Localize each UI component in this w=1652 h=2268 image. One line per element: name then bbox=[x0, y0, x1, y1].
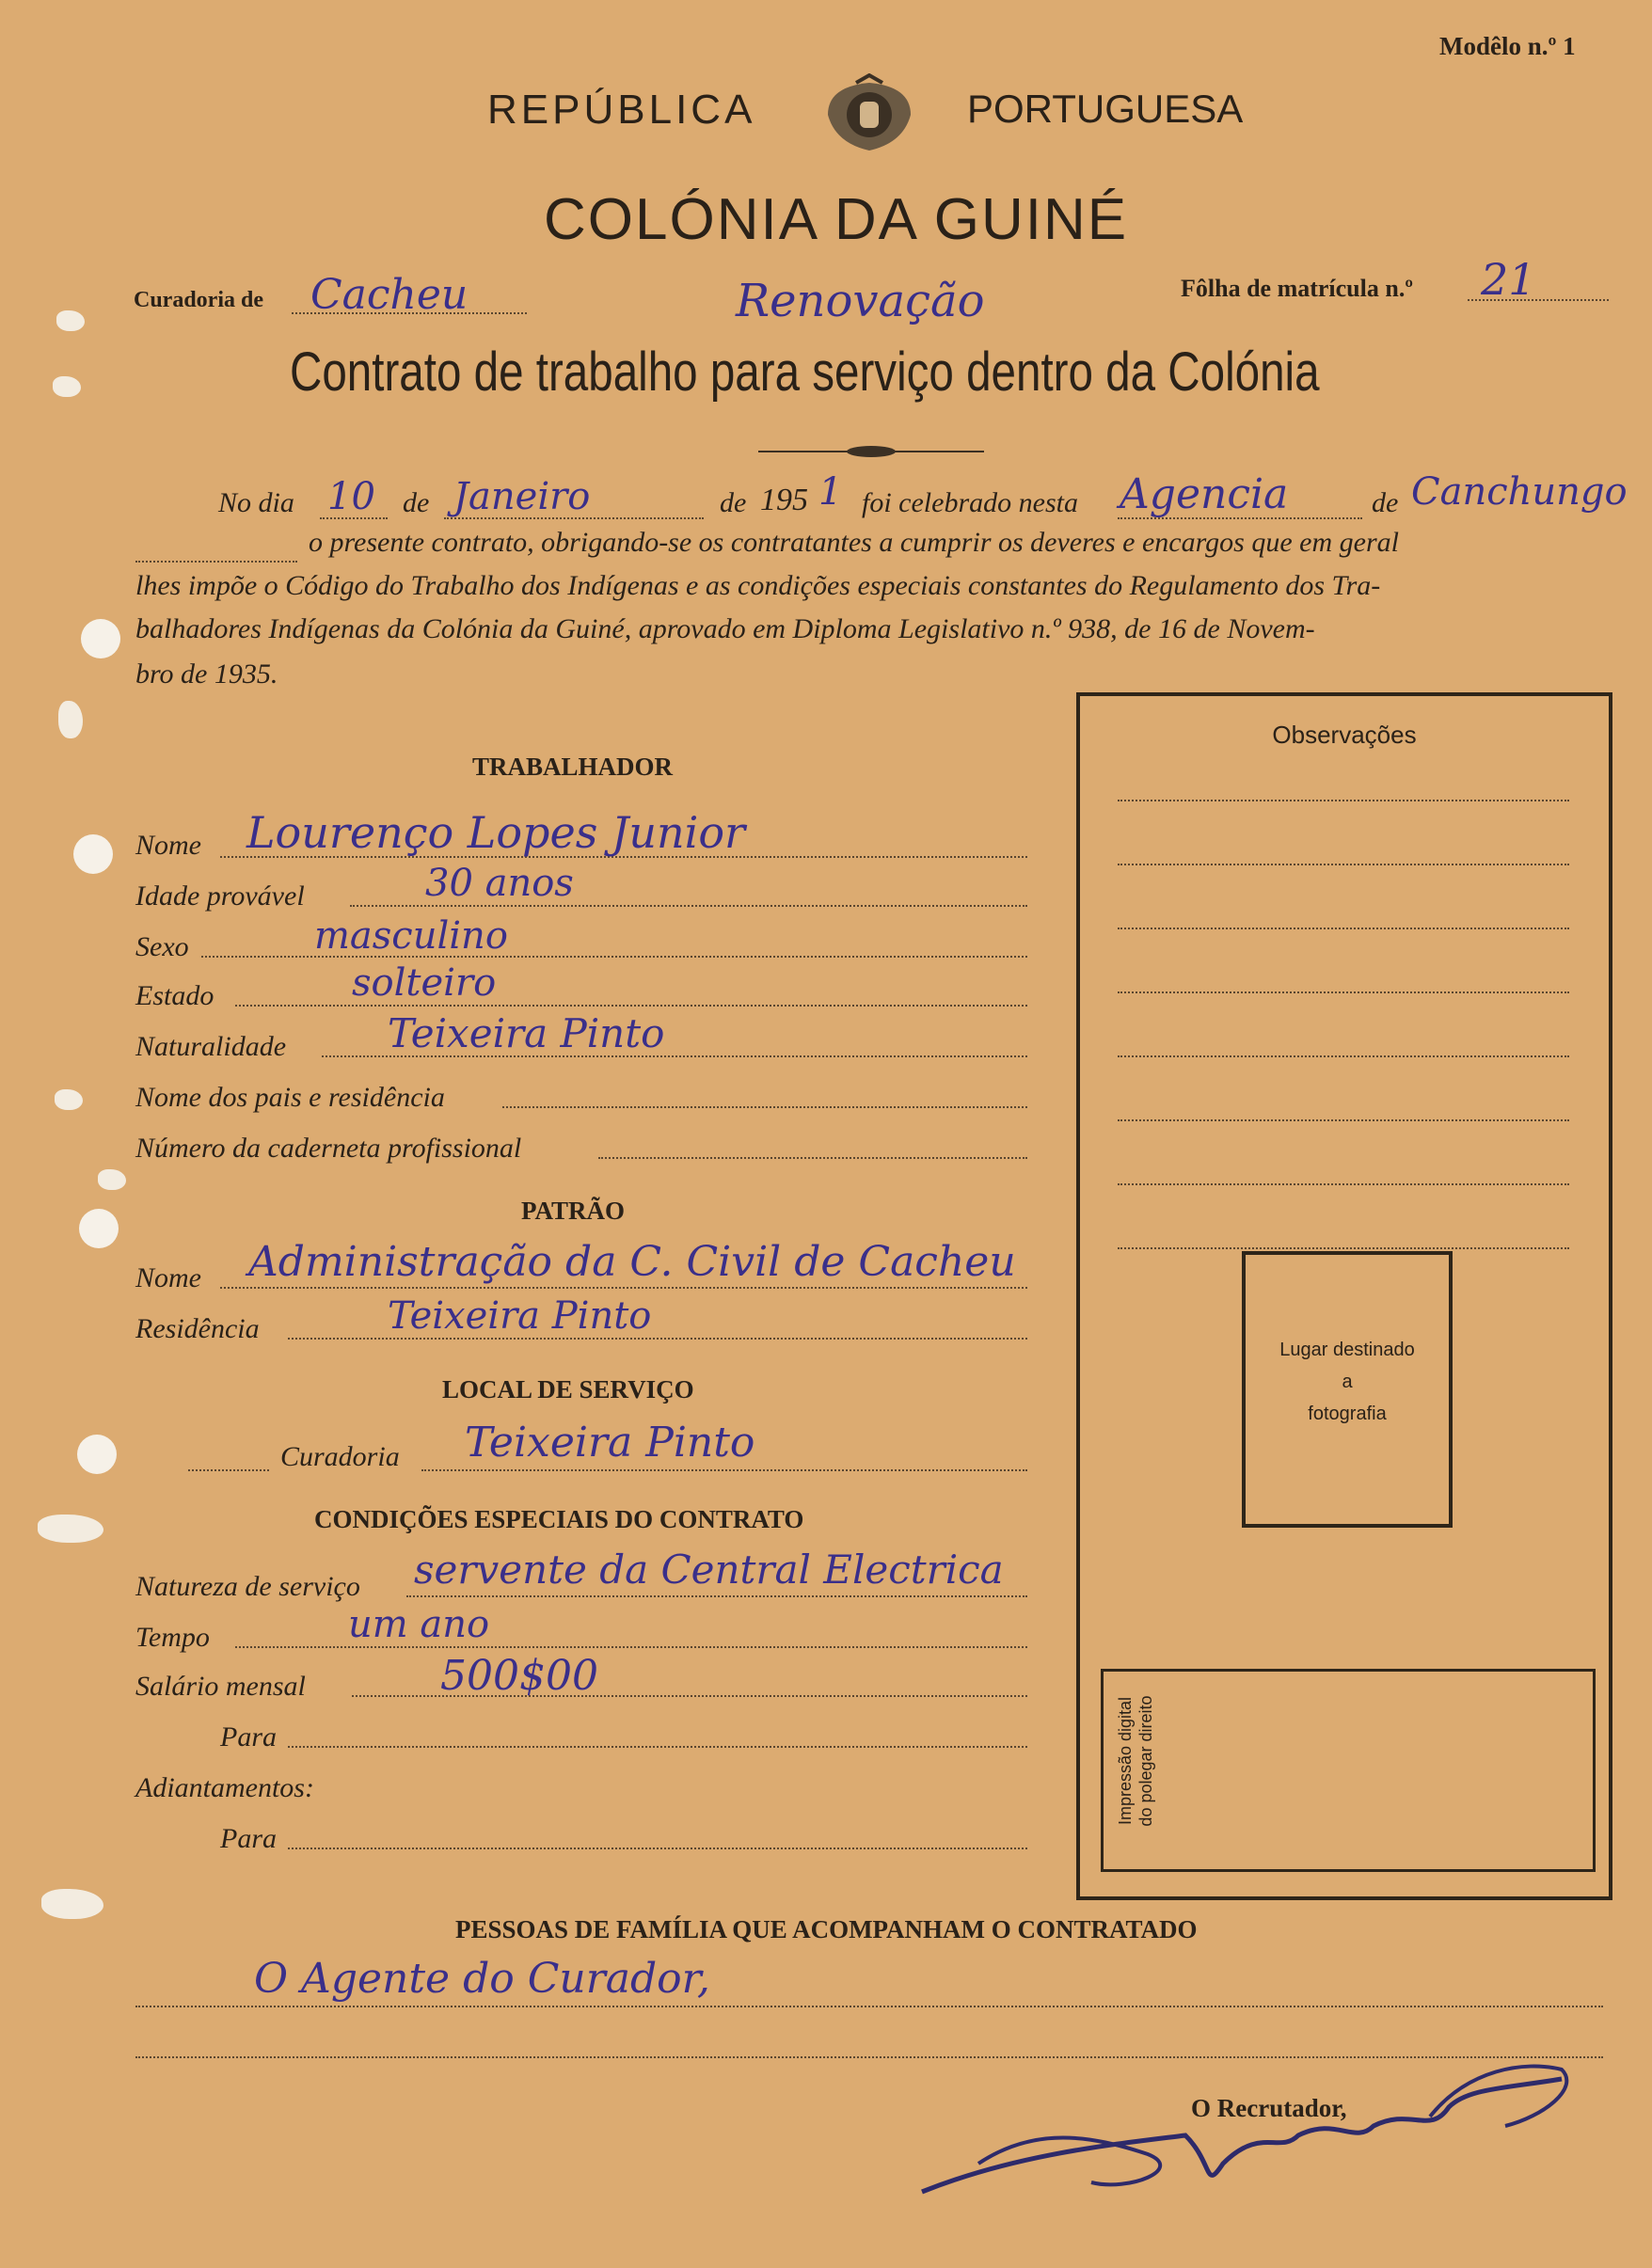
intro-de-3: de bbox=[1372, 487, 1399, 518]
patrao-residencia-value: Teixeira Pinto bbox=[388, 1294, 652, 1338]
para-1-line bbox=[288, 1746, 1027, 1748]
trabalhador-pais-label: Nome dos pais e residência bbox=[135, 1082, 445, 1113]
tempo-label: Tempo bbox=[135, 1622, 210, 1653]
intro-line-5: bro de 1935. bbox=[135, 658, 278, 690]
familia-value: O Agente do Curador, bbox=[254, 1955, 710, 2003]
intro-year-written: 1 bbox=[818, 470, 843, 514]
trabalhador-nome-value: Lourenço Lopes Junior bbox=[246, 807, 746, 858]
trabalhador-naturalidade-value: Teixeira Pinto bbox=[388, 1010, 665, 1056]
tempo-value: um ano bbox=[348, 1603, 490, 1646]
tempo-line bbox=[235, 1646, 1027, 1648]
local-heading: LOCAL DE SERVIÇO bbox=[442, 1375, 694, 1404]
intro-celebrado: foi celebrado nesta bbox=[862, 487, 1078, 518]
para-1-label: Para bbox=[220, 1721, 277, 1753]
fingerprint-label bbox=[1115, 1672, 1156, 1850]
patrao-residencia-label: Residência bbox=[135, 1313, 260, 1344]
natureza-label: Natureza de serviço bbox=[135, 1571, 360, 1602]
observations-heading: Observações bbox=[1272, 721, 1417, 749]
punch-hole bbox=[79, 1209, 119, 1248]
contract-title: Contrato de trabalho para serviço dentro da Colónia bbox=[290, 341, 1320, 403]
folha-value: 21 bbox=[1481, 254, 1536, 305]
observation-line bbox=[1118, 1055, 1569, 1057]
intro-de-1: de bbox=[403, 487, 430, 518]
trabalhador-caderneta-label: Número da caderneta profissional bbox=[135, 1133, 522, 1164]
intro-place2-value: Canchungo bbox=[1411, 470, 1628, 514]
trabalhador-sexo-label: Sexo bbox=[135, 931, 189, 962]
recrutador-label: O Recrutador, bbox=[1191, 2094, 1347, 2122]
trabalhador-nome-label: Nome bbox=[135, 830, 201, 861]
intro-day-value: 10 bbox=[327, 475, 375, 518]
trabalhador-idade-label: Idade provável bbox=[135, 880, 305, 912]
patrao-nome-value: Administração da C. Civil de Cacheu bbox=[248, 1238, 1016, 1286]
observation-line bbox=[1118, 864, 1569, 865]
paper-tear bbox=[98, 1169, 126, 1190]
local-curadoria-label: Curadoria bbox=[280, 1441, 400, 1472]
coat-of-arms-emblem bbox=[818, 73, 920, 156]
recruiter-signature bbox=[903, 2051, 1618, 2220]
intro-no-dia: No dia bbox=[218, 487, 294, 518]
intro-place-value: Agencia bbox=[1120, 470, 1289, 518]
natureza-value: servente da Central Electrica bbox=[414, 1546, 1004, 1593]
fingerprint-label-1: Impressão digital bbox=[1116, 1696, 1135, 1826]
trabalhador-idade-line bbox=[350, 905, 1027, 907]
paper-tear bbox=[56, 310, 85, 331]
punch-hole bbox=[81, 619, 120, 658]
ornament-divider bbox=[758, 444, 984, 459]
trabalhador-caderneta-line bbox=[598, 1157, 1027, 1159]
photo-label-1: Lugar destinado bbox=[1279, 1340, 1415, 1360]
intro-line2-dots bbox=[135, 561, 297, 563]
familia-line-1 bbox=[135, 2006, 1603, 2007]
curadoria-value: Cacheu bbox=[310, 271, 469, 319]
observation-line bbox=[1118, 928, 1569, 929]
local-curadoria-value: Teixeira Pinto bbox=[465, 1419, 755, 1467]
observation-line bbox=[1118, 800, 1569, 801]
observations-box bbox=[1076, 692, 1612, 1900]
para-2-label: Para bbox=[220, 1823, 277, 1854]
colony-title: COLÓNIA DA GUINÉ bbox=[544, 187, 1129, 252]
intro-line-3: lhes impõe o Código do Trabalho dos Indígenas e as condições especiais constantes do Regulamento dos Tra- bbox=[135, 570, 1381, 601]
observation-line bbox=[1118, 1183, 1569, 1185]
intro-line-2: o presente contrato, obrigando-se os contratantes a cumprir os deveres e encargos que em geral bbox=[309, 527, 1399, 558]
trabalhador-estado-value: solteiro bbox=[352, 961, 497, 1005]
punch-hole bbox=[73, 834, 113, 874]
paper-tear bbox=[53, 376, 81, 397]
natureza-line bbox=[406, 1595, 1027, 1597]
patrao-heading: PATRÃO bbox=[521, 1197, 625, 1225]
model-number: Modêlo n.º 1 bbox=[1439, 32, 1576, 60]
republic-left-text: REPÚBLICA bbox=[487, 87, 756, 133]
salario-label: Salário mensal bbox=[135, 1671, 306, 1702]
paper-tear bbox=[55, 1089, 83, 1110]
intro-de-2: de bbox=[720, 487, 747, 518]
observation-line bbox=[1118, 1247, 1569, 1249]
republic-right-text: PORTUGUESA bbox=[967, 87, 1244, 131]
local-lead-line bbox=[188, 1469, 269, 1471]
intro-line-4: balhadores Indígenas da Colónia da Guiné, aprovado em Diploma Legislativo n.º 938, de 16 de Novem- bbox=[135, 613, 1315, 644]
curadoria-label: Curadoria de bbox=[134, 288, 263, 312]
trabalhador-heading: TRABALHADOR bbox=[472, 753, 674, 781]
paper-tear bbox=[58, 701, 83, 738]
adiantamentos-label: Adiantamentos: bbox=[135, 1772, 314, 1803]
intro-year-printed: 195 bbox=[760, 483, 808, 517]
patrao-nome-label: Nome bbox=[135, 1262, 201, 1293]
patrao-residencia-line bbox=[288, 1338, 1027, 1340]
trabalhador-pais-line bbox=[502, 1106, 1027, 1108]
folha-label: Fôlha de matrícula n.º bbox=[1181, 275, 1413, 302]
photo-label-3: fotografia bbox=[1308, 1404, 1387, 1424]
trabalhador-estado-label: Estado bbox=[135, 980, 214, 1011]
trabalhador-sexo-value: masculino bbox=[314, 914, 508, 958]
local-curadoria-line bbox=[421, 1469, 1027, 1471]
photo-label-2: a bbox=[1342, 1372, 1353, 1392]
punch-hole bbox=[77, 1435, 117, 1474]
paper-tear bbox=[38, 1515, 103, 1543]
familia-heading: PESSOAS DE FAMÍLIA QUE ACOMPANHAM O CONTRATADO bbox=[455, 1915, 1198, 1943]
intro-month-value: Janeiro bbox=[453, 475, 591, 518]
trabalhador-idade-value: 30 anos bbox=[425, 862, 574, 905]
renewal-note: Renovação bbox=[736, 275, 985, 327]
para-2-line bbox=[288, 1848, 1027, 1849]
fingerprint-label-2: do polegar direito bbox=[1136, 1695, 1155, 1827]
photo-box bbox=[1242, 1251, 1453, 1528]
observation-line bbox=[1118, 991, 1569, 993]
paper-tear bbox=[41, 1889, 103, 1919]
salario-value: 500$00 bbox=[440, 1652, 598, 1700]
observation-line bbox=[1118, 1119, 1569, 1121]
condicoes-heading: CONDIÇÕES ESPECIAIS DO CONTRATO bbox=[314, 1505, 804, 1533]
trabalhador-estado-line bbox=[235, 1005, 1027, 1007]
fingerprint-box bbox=[1101, 1669, 1596, 1872]
patrao-nome-line bbox=[220, 1287, 1027, 1289]
trabalhador-naturalidade-label: Naturalidade bbox=[135, 1031, 287, 1062]
